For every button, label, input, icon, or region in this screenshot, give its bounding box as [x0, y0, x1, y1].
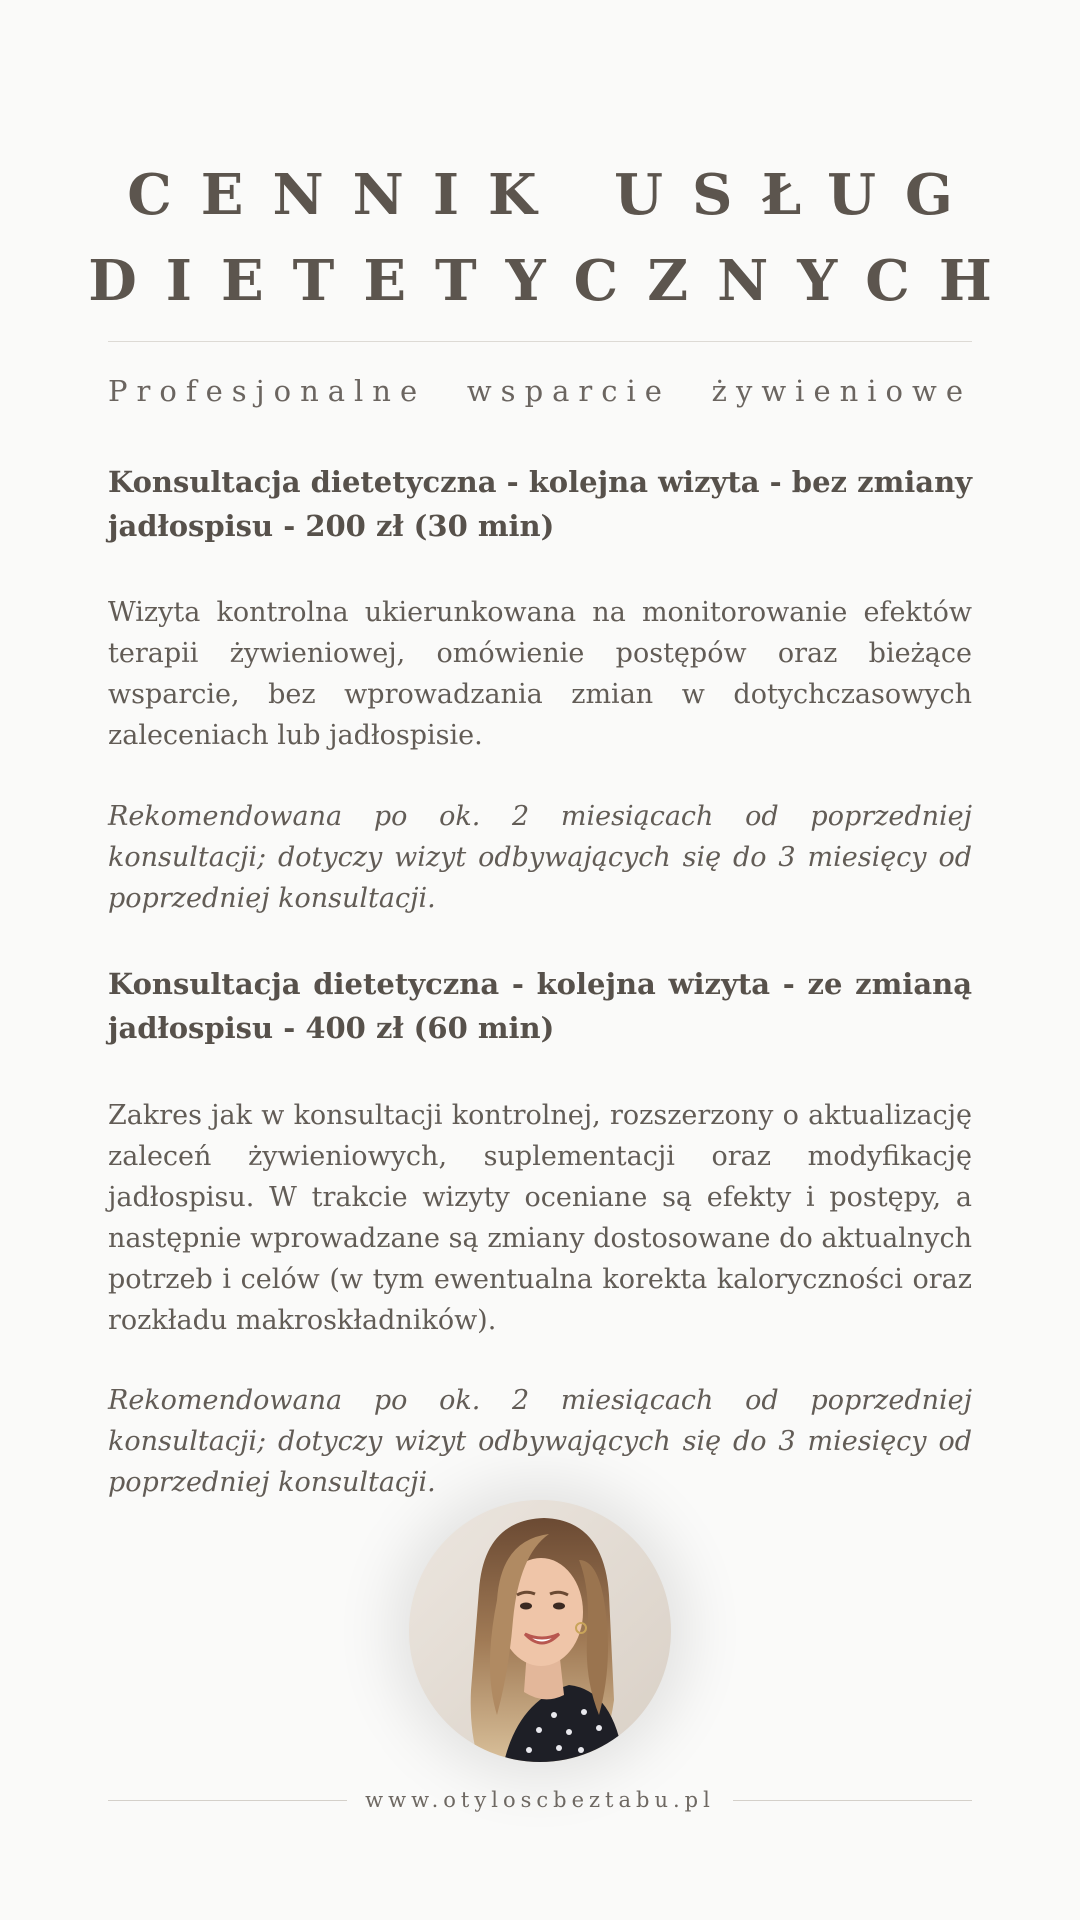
footer-divider-left [108, 1800, 347, 1801]
page-title [0, 152, 1080, 324]
portrait-image [409, 1500, 671, 1762]
service-1-description: Wizyta kontrolna ukierunkowana na monitorowanie efektów terapii żywieniowej, omówienie postępów oraz bieżące wsparcie, bez wprowadzania zmian w dotychczasowych zaleceniach lub jadłospisie. [108, 597, 972, 751]
service-2-description: Zakres jak w konsultacji kontrolnej, rozszerzony o aktualizację zaleceń żywieniowych, suplementacji oraz modyfikację jadłospisu. W trakcie wizyty oceniane są efekty i postępy, a następnie wprowadzane są zmiany dostosowane do aktualnych potrzeb i celów (w tym ewentualna korekta kaloryczności oraz rozkładu makroskładników). [108, 1100, 972, 1336]
avatar [409, 1500, 671, 1762]
service-1-heading: Konsultacja dietetyczna - kolejna wizyta - bez zmiany jadłospisu - 200 zł (30 min) [108, 465, 972, 543]
page-subtitle: Profesjonalne wsparcie żywieniowe [108, 374, 972, 408]
footer-divider-right [733, 1800, 972, 1801]
service-1-note: Rekomendowana po ok. 2 miesiącach od poprzedniej konsultacji; dotyczy wizyt odbywających się do 3 miesięcy od poprzedniej konsultacji. [108, 801, 972, 914]
website-link[interactable]: www.otyloscbeztabu.pl [365, 1788, 715, 1812]
footer [108, 1782, 972, 1818]
page-title-line-2: DIETETYCZNYCH [88, 248, 1021, 314]
service-2-note: Rekomendowana po ok. 2 miesiącach od poprzedniej konsultacji; dotyczy wizyt odbywających się do 3 miesięcy od poprzedniej konsultacji. [108, 1385, 972, 1498]
page-title-line-1: CENNIK USŁUG [127, 162, 982, 228]
title-divider [108, 341, 972, 342]
service-2-heading: Konsultacja dietetyczna - kolejna wizyta - ze zmianą jadłospisu - 400 zł (60 min) [108, 967, 972, 1045]
